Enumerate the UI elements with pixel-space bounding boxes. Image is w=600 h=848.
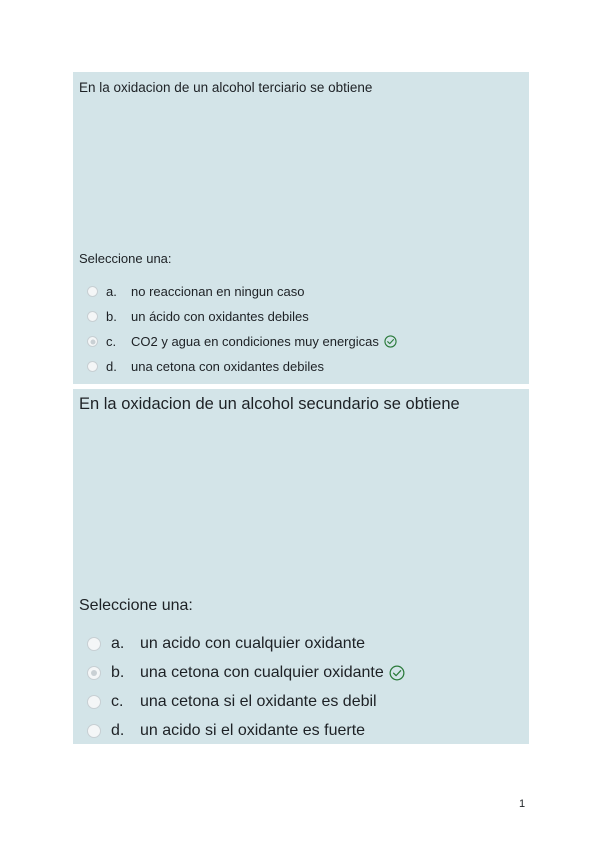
- select-prompt: Seleccione una:: [79, 251, 172, 266]
- option-text: una cetona con oxidantes debiles: [131, 359, 324, 374]
- option-text: un acido si el oxidante es fuerte: [140, 721, 366, 739]
- answer-option-b[interactable]: [87, 304, 397, 329]
- option-text: un ácido con oxidantes debiles: [131, 309, 309, 324]
- answer-option-d[interactable]: [87, 354, 397, 379]
- radio-button-selected[interactable]: [87, 666, 101, 680]
- option-text: no reaccionan en ningun caso: [131, 284, 305, 299]
- radio-button[interactable]: [87, 311, 98, 322]
- answer-option-a[interactable]: [87, 279, 397, 304]
- question-card-1: [73, 72, 529, 384]
- option-letter: c.: [111, 692, 124, 710]
- radio-button-selected[interactable]: [87, 336, 98, 347]
- question-text: En la oxidacion de un alcohol secundario se obtiene: [79, 395, 460, 413]
- option-letter: b.: [106, 309, 117, 324]
- radio-button[interactable]: [87, 637, 101, 651]
- option-text: una cetona si el oxidante es debil: [140, 692, 377, 710]
- answer-options: [87, 279, 397, 379]
- answer-options: [87, 629, 405, 745]
- answer-option-a[interactable]: [87, 629, 405, 658]
- answer-option-c[interactable]: [87, 687, 405, 716]
- correct-check-icon: [389, 665, 405, 681]
- option-letter: a.: [106, 284, 117, 299]
- answer-option-c[interactable]: [87, 329, 397, 354]
- option-text: CO2 y agua en condiciones muy energicas: [131, 334, 379, 349]
- option-letter: d.: [111, 721, 125, 739]
- radio-button[interactable]: [87, 286, 98, 297]
- option-letter: b.: [111, 663, 125, 681]
- correct-check-icon: [384, 335, 397, 348]
- page-number: 1: [519, 798, 526, 810]
- radio-button[interactable]: [87, 361, 98, 372]
- question-text: En la oxidacion de un alcohol terciario se obtiene: [79, 80, 373, 95]
- option-text: un acido con cualquier oxidante: [140, 634, 366, 652]
- radio-button[interactable]: [87, 724, 101, 738]
- radio-button[interactable]: [87, 695, 101, 709]
- answer-option-d[interactable]: [87, 716, 405, 745]
- select-prompt: Seleccione una:: [79, 597, 193, 614]
- option-letter: d.: [106, 359, 117, 374]
- option-letter: c.: [106, 334, 117, 349]
- option-letter: a.: [111, 634, 125, 652]
- question-card-2: [73, 389, 529, 744]
- option-text: una cetona con cualquier oxidante: [140, 663, 384, 681]
- answer-option-b[interactable]: [87, 658, 405, 687]
